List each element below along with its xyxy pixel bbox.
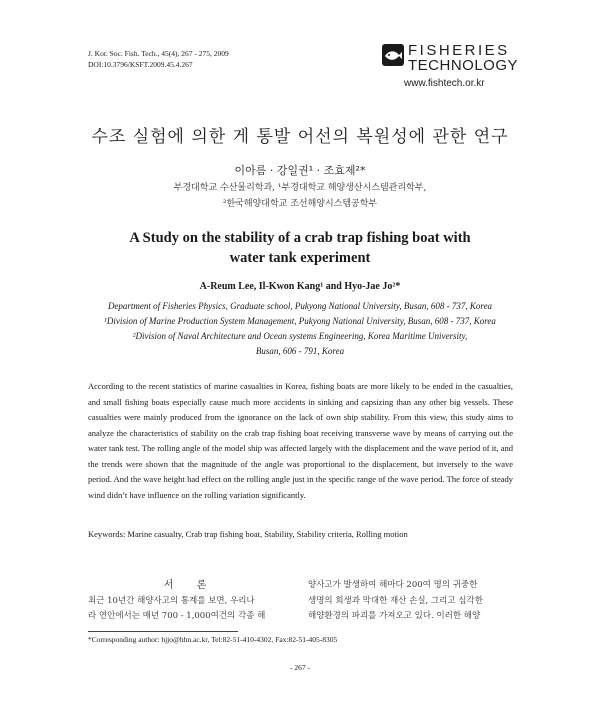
body-text-line: 최근 10년간 해양사고의 통계를 보면, 우리나 — [88, 595, 255, 606]
english-affiliation-line: ¹Division of Marine Production System Management, Pukyong National University, Busan, 608 - 737, Korea — [104, 316, 496, 326]
body-text-line: 생명의 희생과 막대한 재산 손실, 그리고 심각한 — [308, 595, 483, 606]
body-right-column — [308, 578, 513, 625]
journal-citation: J. Kor. Soc. Fish. Tech., 45(4), 267 - 275, 2009 — [88, 49, 229, 58]
english-affiliations — [80, 299, 520, 359]
footnote-divider — [88, 631, 238, 632]
keywords: Keywords: Marine casualty, Crab trap fishing boat, Stability, Stability criteria, Rolling motion — [88, 529, 408, 539]
body-text-line: 양사고가 발생하여 해마다 200여 명의 귀중한 — [308, 580, 478, 590]
korean-authors: 이아름 · 강일권¹ · 조효제²* — [234, 164, 366, 177]
english-title-line: water tank experiment — [229, 250, 371, 266]
english-affiliation-line: ²Division of Naval Architecture and Ocean systems Engineering, Korea Maritime University, — [132, 331, 468, 341]
logo-text-technology: TECHNOLOGY — [408, 57, 519, 74]
korean-affiliations — [0, 180, 600, 212]
journal-header — [88, 48, 229, 70]
abstract: According to the recent statistics of marine casualties in Korea, fishing boats are more likely to be ended in the casualties, and small fishing boats especially cause much more accidents in sinking and capsizing than any other big vessels. These casualties were mainly produced from the ignorance on the lack of own ship stability. From this view, this study aims to analyze the characteristics of stability on the crab trap fishing boat receiving transverse wave by means of carrying out the water tank test. The rolling angle of the model ship was affected largely with the displacement and the wave period of it, and the trends were shown that the magnitude of the angle was proportional to the displacement, but inversely to the wave period. And the wave height had effect on the rolling angle just in the specific range of the wave period. The force of steady wind didn’t have influence on the rolling variation significantly. — [88, 381, 513, 500]
english-authors: A-Reum Lee, Il-Kwon Kang¹ and Hyo-Jae Jo²* — [199, 281, 401, 292]
logo-text-fisheries: FISHERIES — [408, 42, 510, 59]
korean-title: 수조 실험에 의한 게 통발 어선의 복원성에 관한 연구 — [91, 127, 509, 147]
body-text-line: 해양환경의 파괴를 가져오고 있다. 이러한 해양 — [308, 611, 481, 621]
english-affiliation-line: Department of Fisheries Physics, Graduate school, Pukyong National University, Busan, 608 - 737, Korea — [107, 301, 493, 311]
fish-logo-icon — [382, 44, 404, 66]
english-title — [60, 228, 540, 268]
korean-affiliation-line: 부경대학교 수산물리학과, ¹부경대학교 해양생산시스템관리학부, — [173, 183, 427, 193]
english-title-line: A Study on the stability of a crab trap fishing boat with — [129, 230, 471, 246]
page-number: - 267 - — [290, 663, 310, 672]
body-text-line: 라 연안에서는 매년 700 - 1,000여건의 각종 해 — [88, 611, 266, 621]
journal-url[interactable]: www.fishtech.or.kr — [404, 78, 485, 89]
section-heading: 서 론 — [163, 580, 217, 591]
korean-affiliation-line: ²한국해양대학교 조선해양시스템공학부 — [222, 199, 378, 209]
journal-logo — [380, 42, 540, 92]
english-affiliation-line: Busan, 606 - 791, Korea — [255, 346, 345, 356]
corresponding-author-footnote: *Corresponding author: hjjo@hhn.ac.kr, Tel:82-51-410-4302, Fax:82-51-405-8305 — [88, 635, 338, 644]
body-left-column — [88, 578, 292, 625]
journal-doi: DOI:10.3796/KSFT.2009.45.4.267 — [88, 60, 193, 69]
